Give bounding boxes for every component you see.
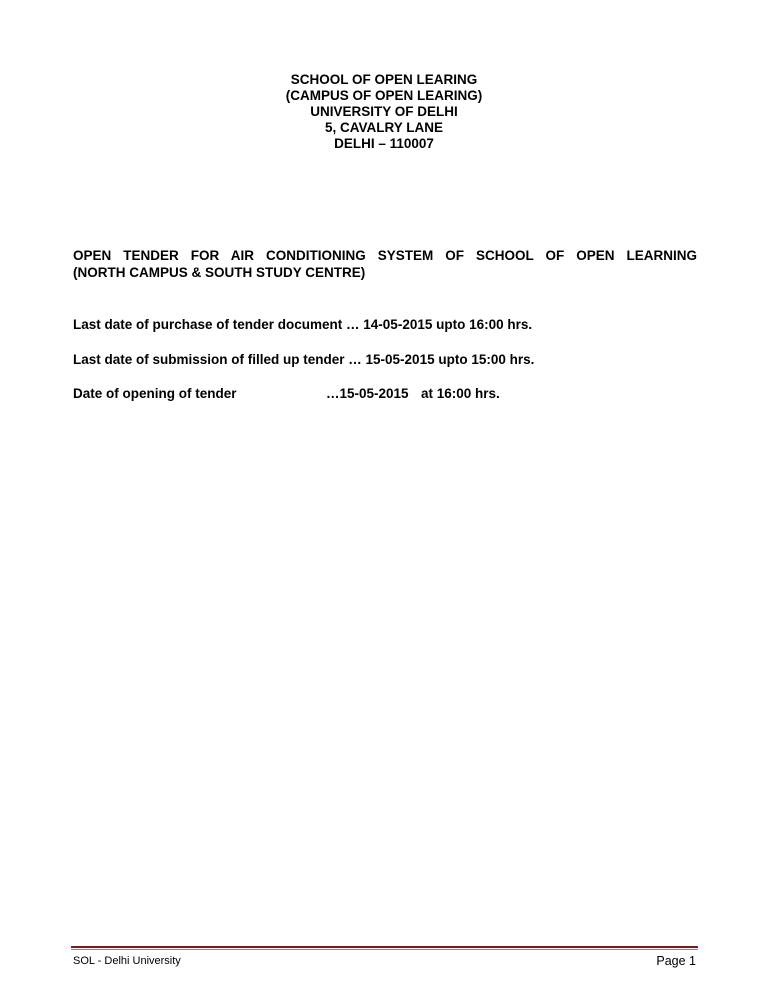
opening-date-row bbox=[73, 385, 500, 402]
footer-divider bbox=[71, 946, 698, 948]
header-line-campus: (CAMPUS OF OPEN LEARING) bbox=[285, 88, 483, 103]
tender-title bbox=[73, 247, 697, 281]
header-line-school: SCHOOL OF OPEN LEARING bbox=[290, 72, 478, 87]
institution-header bbox=[0, 72, 768, 152]
opening-time-value: at 16:00 hrs. bbox=[421, 386, 500, 401]
opening-date-label: Date of opening of tender bbox=[73, 386, 237, 401]
tender-title-line2: (NORTH CAMPUS & SOUTH STUDY CENTRE) bbox=[73, 265, 366, 280]
footer-page-number: Page 1 bbox=[656, 954, 696, 968]
submission-deadline: Last date of submission of filled up tender … 15-05-2015 upto 15:00 hrs. bbox=[73, 352, 535, 367]
purchase-deadline: Last date of purchase of tender document … 14-05-2015 upto 16:00 hrs. bbox=[73, 317, 533, 332]
footer-divider-thin bbox=[71, 949, 698, 950]
header-line-street: 5, CAVALRY LANE bbox=[324, 120, 443, 135]
header-line-city: DELHI – 110007 bbox=[334, 136, 434, 151]
opening-date-value: …15-05-2015 bbox=[326, 386, 409, 401]
header-line-university: UNIVERSITY OF DELHI bbox=[310, 104, 458, 119]
footer-organization: SOL - Delhi University bbox=[73, 955, 181, 967]
tender-title-line1: OPEN TENDER FOR AIR CONDITIONING SYSTEM OF SCHOOL OF OPEN LEARNING bbox=[73, 248, 697, 263]
